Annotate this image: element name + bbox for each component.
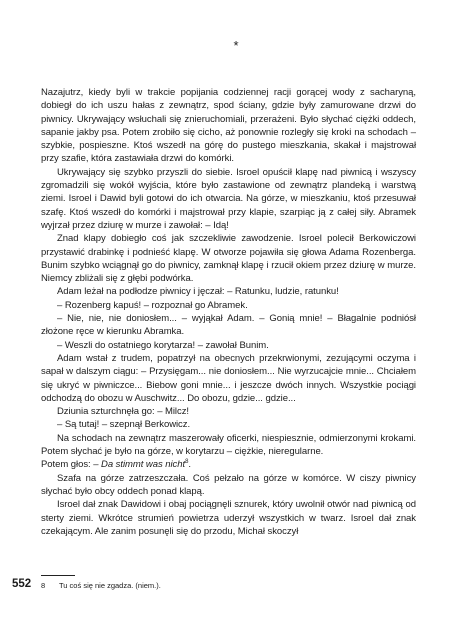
paragraph: – Rozenberg kapuś! – rozpoznał go Abramek. — [57, 299, 248, 311]
paragraph: Isroel dał znak Dawidowi i obaj pociągnęli sznurek, który uwolnił otwór nad piwnicą od sterty ziemi. Wkrótce strumień powietrza uderzył wszystkich w twarz. Isroel dał znak czekającym. Ale zanim posunęli się do przodu, Michał skoczył — [41, 499, 416, 537]
section-separator: * — [233, 38, 239, 53]
footnote-divider — [41, 575, 75, 576]
footnote-reference[interactable]: 8 — [185, 459, 189, 466]
footnote-text: Tu coś się nie zgadza. (niem.). — [59, 581, 161, 590]
body-text — [41, 86, 416, 538]
paragraph: Adam leżał na podłodze piwnicy i jęczał: – Ratunku, ludzie, ratunku! — [57, 286, 339, 298]
german-quote: Da stimmt was nicht — [101, 459, 186, 471]
paragraph: – Nie, nie, nie doniosłem... – wyjąkał Adam. – Gonią mnie! – Błagalnie podniósł złożone ręce w kierunku Abramka. — [41, 313, 416, 338]
paragraph: Dziunia szturchnęła go: – Milcz! — [57, 406, 189, 418]
page-number: 552 — [12, 578, 32, 590]
paragraph: Na schodach na zewnątrz maszerowały oficerki, niespiesznie, odmierzonymi krokami. Potem słychać je było na górze, w korytarzu – ciężkie, nieregularne. — [41, 432, 416, 458]
paragraph: Ukrywający się szybko przyszli do siebie. Isroel opuścił klapę nad piwnicą i wszyscy zgromadzili się wokół wyjścia, które było zastawione od zewnątrz plandeką i warstwą ziemi. Isroel i Dawid byli gotowi do ich otwarcia. Na górze, w mieszkaniu, ktoś przesuwał szafę. Ktoś wszedł do komórki i majstrował przy klapie, szarpiąc ją z całej siły. Abramek wyjrzał przez dziurę w murze i zawołał: – Idą! — [41, 166, 416, 231]
voice-prefix: Potem głos: – — [41, 459, 102, 471]
paragraph: Znad klapy dobiegło coś jak szczekliwie zawodzenie. Isroel polecił Berkowiczowi przystawić drabinkę i podnieść klapę. W otworze pojawiła się głowa Adama Rozenberga. Bunim szybko wciągnął go do piwnicy, zamknął klapę i rzucił okiem przez dziurę w murze. Niemcy zbliżali się z głębi podwórka. — [41, 233, 416, 285]
voice-suffix: . — [188, 459, 191, 471]
footnote-number: 8 — [41, 581, 46, 590]
paragraph: Nazajutrz, kiedy byli w trakcie popijania codziennej racji gorącej wody z sacharyną, dobiegł do ich uszu hałas z zewnątrz, spod ściany, gdzie były zamurowane drzwi do piwnicy. Ukrywający wsłuchali się znieruchomiali, przerażeni. Było słychać ciężki oddech, sapanie jakby psa. Potem zrobiło się cicho, aż ponownie rozległy się kroki na schodach – szybkie, pospieszne. Ktoś wszedł na górę do pustego mieszkania, skakał i majstrował przy szafie, która zastawiała drzwi do komórki. — [41, 87, 416, 165]
paragraph: – Są tutaj! – szepnął Berkowicz. — [57, 419, 191, 431]
paragraph: – Weszli do ostatniego korytarza! – zawołał Bunim. — [57, 339, 269, 351]
paragraph: Adam wstał z trudem, popatrzył na obecnych przekrwionymi, zezującymi oczyma i sapał w dalszym ciągu: – Przysięgam... nie doniosłem... Nie wyrzucajcie mnie... Chciałem się ukryć w piwniczce... Biebow goni mnie... i jeszcze dwóch innych. Wszystkie pociągi odchodzą do obozu w Auschwitz... Do obozu, gdzie... gdzie... — [41, 352, 416, 404]
footnote — [41, 581, 161, 590]
paragraph-voice — [41, 458, 416, 471]
paragraph: Szafa na górze zatrzeszczała. Coś pełzało na górze w komórce. W ciszy piwnicy słychać było obcy oddech ponad klapą. — [41, 472, 416, 497]
